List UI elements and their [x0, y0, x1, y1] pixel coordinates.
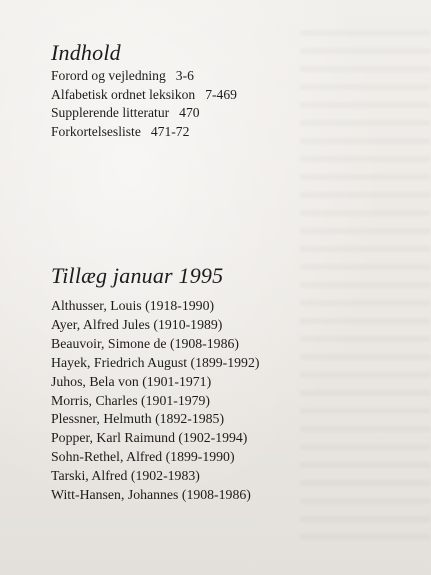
contents-entry-label: Forkortelsesliste	[51, 123, 141, 139]
supplement-entry: Hayek, Friedrich August (1899-1992)	[51, 354, 260, 370]
supplement-entry: Morris, Charles (1901-1979)	[51, 392, 211, 408]
supplement-entry: Witt-Hansen, Johannes (1908-1986)	[51, 487, 251, 503]
contents-entry-label: Alfabetisk ordnet leksikon	[51, 86, 196, 102]
contents-entry-label: Forord og vejledning	[51, 68, 166, 83]
supplement-list	[51, 297, 259, 505]
supplement-entry: Tarski, Alfred (1902-1983)	[51, 468, 200, 484]
supplement-entry: Plessner, Helmuth (1892-1985)	[51, 411, 225, 427]
supplement-entry: Sohn-Rethel, Alfred (1899-1990)	[51, 449, 235, 465]
supplement-title: Tillæg januar 1995	[51, 263, 224, 288]
contents-entry	[51, 67, 237, 86]
show-through-texture	[300, 30, 430, 550]
contents-entry-pages: 3-6	[175, 68, 194, 83]
contents-entry-pages: 471-72	[150, 123, 190, 139]
contents-entry-pages: 470	[179, 105, 200, 121]
supplement-entry: Ayer, Alfred Jules (1910-1989)	[51, 316, 223, 332]
contents-entry	[51, 104, 237, 123]
supplement-entry: Althusser, Louis (1918-1990)	[51, 298, 215, 313]
contents-entry-label: Supplerende litteratur	[51, 105, 170, 121]
contents-entry-pages: 7-469	[205, 86, 237, 102]
supplement-entry: Popper, Karl Raimund (1902-1994)	[51, 430, 248, 446]
contents-list	[51, 67, 237, 141]
contents-entry	[51, 123, 237, 142]
supplement-entry: Beauvoir, Simone de (1908-1986)	[51, 335, 239, 351]
contents-entry	[51, 86, 237, 105]
supplement-entry: Juhos, Bela von (1901-1971)	[51, 373, 212, 389]
contents-title: Indhold	[51, 40, 121, 65]
